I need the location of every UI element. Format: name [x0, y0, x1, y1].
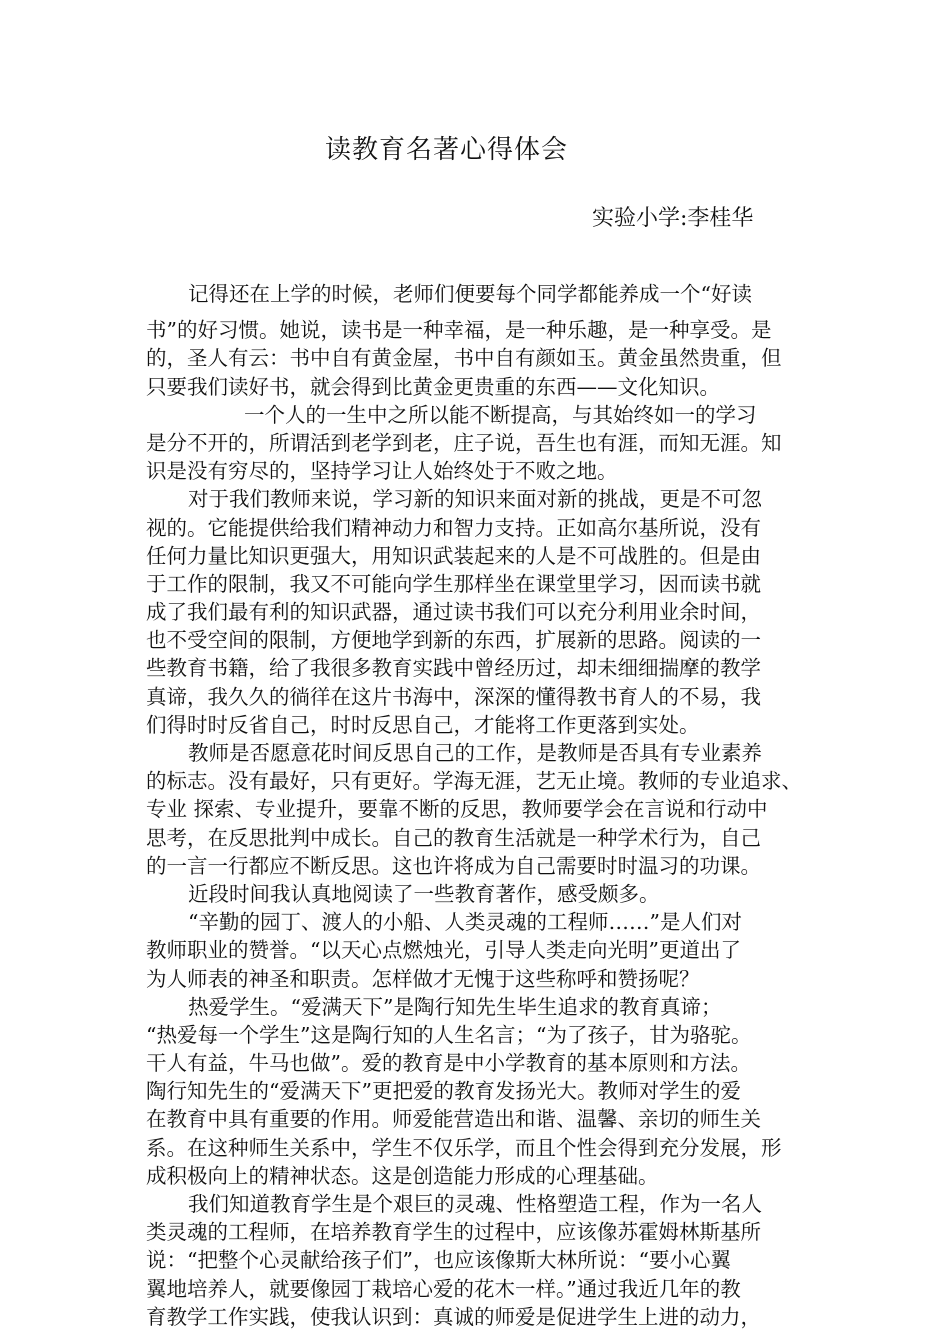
text-line: 视的。它能提供给我们精神动力和智力支持。正如高尔基所说，没有 — [146, 515, 761, 540]
text-line: 成了我们最有利的知识武器，通过读书我们可以充分利用业余时间， — [146, 600, 761, 625]
document-title: 读教育名著心得体会 — [324, 135, 568, 165]
text-line: 教师职业的赞誉。“以天心点燃烛光，引导人类走向光明”更道出了 — [146, 938, 741, 963]
text-line: 成积极向上的精神状态。这是创造能力形成的心理基础。 — [146, 1163, 659, 1188]
text-line: 的一言一行都应不断反思。这也许将成为自己需要时时温习的功课。 — [146, 853, 761, 878]
text-line: 些教育书籍，给了我很多教育实践中曾经历过，却未细细揣摩的教学 — [146, 656, 761, 681]
text-line: 说：“把整个心灵献给孩子们”，也应该像斯大林所说：“要小心翼 — [146, 1248, 731, 1273]
text-line: 一个人的一生中之所以能不断提高，与其始终如一的学习 — [244, 402, 757, 427]
document-author: 实验小学:李桂华 — [592, 206, 754, 231]
text-line: 专业 探索、专业提升，要靠不断的反思，教师要学会在言说和行动中 — [146, 797, 768, 822]
text-line: 于工作的限制，我又不可能向学生那样坐在课堂里学习，因而读书就 — [146, 571, 761, 596]
text-line: 对于我们教师来说，学习新的知识来面对新的挑战，更是不可忽 — [188, 487, 762, 512]
text-line: 育教学工作实践，使我认识到：真诚的师爱是促进学生上进的动力， — [146, 1304, 761, 1329]
text-line: 书”的好习惯。她说，读书是一种幸福，是一种乐趣，是一种享受。是 — [146, 318, 772, 343]
text-line: 记得还在上学的时候，老师们便要每个同学都能养成一个“好读 — [188, 282, 752, 306]
text-line: 翼地培养人，就要像园丁栽培心爱的花木一样。”通过我近几年的教 — [146, 1276, 741, 1301]
text-line: 的，圣人有云：书中自有黄金屋，书中自有颜如玉。黄金虽然贵重，但 — [146, 346, 782, 371]
text-line: 也不受空间的限制，方便地学到新的东西，扩展新的思路。阅读的一 — [146, 628, 761, 653]
text-line: 系。在这种师生关系中，学生不仅乐学，而且个性会得到充分发展，形 — [146, 1135, 782, 1160]
text-line: 在教育中具有重要的作用。师爱能营造出和谐、温馨、亲切的师生关 — [146, 1107, 761, 1132]
text-line: “热爱每一个学生”这是陶行知的人生名言；“为了孩子，甘为骆驼。 — [146, 1022, 752, 1047]
text-line: 为人师表的神圣和职责。怎样做才无愧于这些称呼和赞扬呢？ — [146, 966, 700, 991]
text-line: 只要我们读好书，就会得到比黄金更贵重的东西——文化知识。 — [146, 374, 720, 399]
text-line: 干人有益，牛马也做”。爱的教育是中小学教育的基本原则和方法。 — [146, 1051, 751, 1076]
text-line: 思考，在反思批判中成长。自己的教育生活就是一种学术行为，自己 — [146, 825, 761, 850]
text-line: 们得时时反省自己，时时反思自己，才能将工作更落到实处。 — [146, 712, 700, 737]
text-line: 真谛，我久久的徜徉在这片书海中，深深的懂得教书育人的不易，我 — [146, 684, 761, 709]
text-line: 任何力量比知识更强大，用知识武装起来的人是不可战胜的。但是由 — [146, 543, 761, 568]
text-line: 识是没有穷尽的，坚持学习让人始终处于不败之地。 — [146, 459, 618, 484]
text-line: 类灵魂的工程师，在培养教育学生的过程中，应该像苏霍姆林斯基所 — [146, 1220, 761, 1245]
text-line: 教师是否愿意花时间反思自己的工作，是教师是否具有专业素养 — [188, 741, 762, 765]
text-line: 我们知道教育学生是个艰巨的灵魂、性格塑造工程，作为一名人 — [188, 1192, 762, 1216]
text-line: “辛勤的园丁、渡人的小船、人类灵魂的工程师……”是人们对 — [188, 910, 742, 935]
text-line: 是分不开的，所谓活到老学到老，庄子说，吾生也有涯，而知无涯。知 — [146, 430, 782, 455]
text-line: 热爱学生。“爱满天下”是陶行知先生毕生追求的教育真谛； — [188, 994, 722, 1019]
text-line: 的标志。没有最好，只有更好。学海无涯，艺无止境。教师的专业追求、 — [146, 769, 802, 794]
document-body — [146, 280, 826, 1331]
text-line: 近段时间我认真地阅读了一些教育著作，感受颇多。 — [188, 881, 660, 906]
text-line: 陶行知先生的“爱满天下”更把爱的教育发扬光大。教师对学生的爱 — [146, 1079, 741, 1104]
